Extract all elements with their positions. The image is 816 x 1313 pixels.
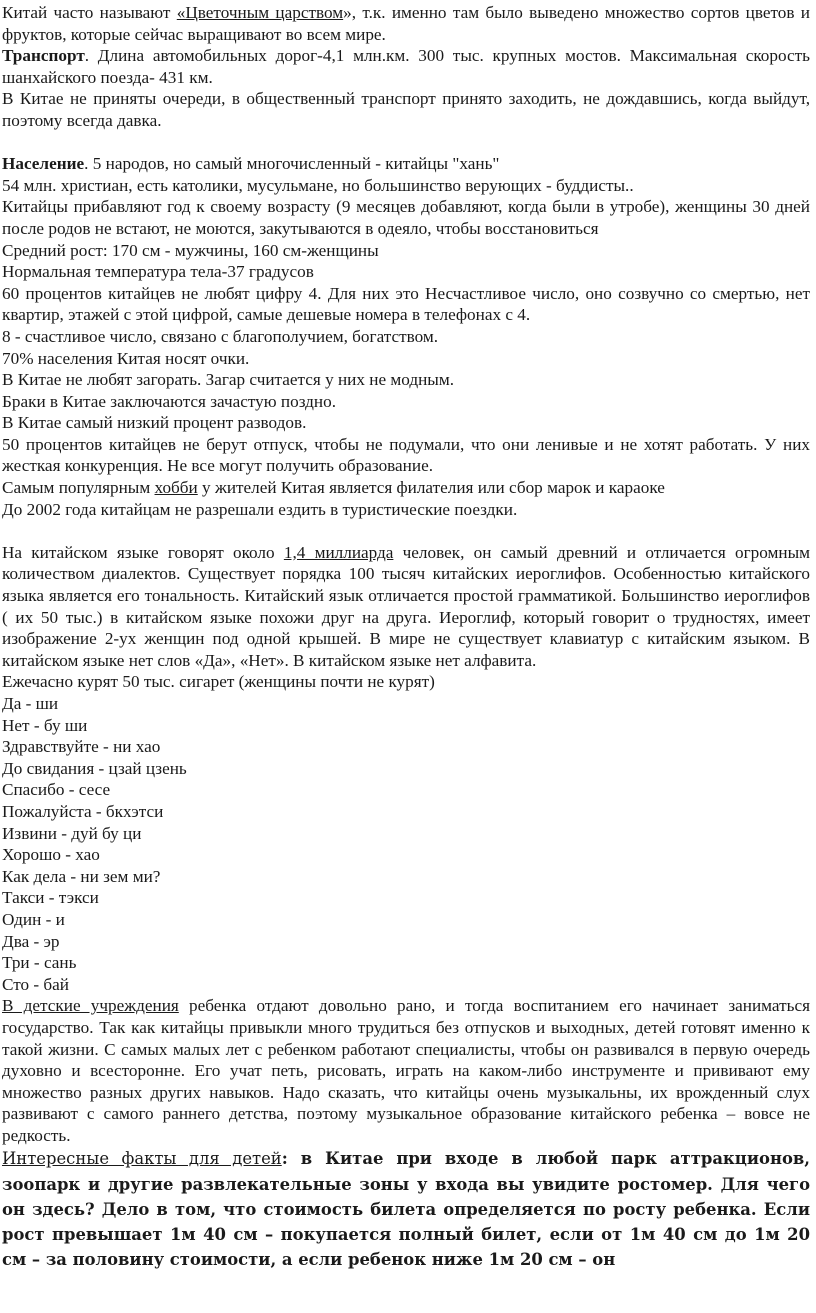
population-line: В Китае самый низкий процент разводов. <box>2 413 307 433</box>
language-text-rest: человек, он самый древний и отличается огромным количеством диалектов. Существует порядка 100 тысяч китайских иероглифов. Особенностью китайского языка является его тональность. Китайский язык отличается простой грамматикой. Большинство иероглифов ( их 50 тыс.) в китайском языке похожи друг на друга. Иероглиф, который говорит о трудностях, имеет изображение 2-ух женщин под одной крышей. В мире не существует клавиатур с китайским языком. В китайском языке нет слов «Да», «Нет». В китайском языке нет алфавита. <box>2 542 811 670</box>
phrase-item: Один - и <box>2 909 65 929</box>
intro-text-rest: », т.к. именно там было выведено множество сортов цветов и фруктов, которые сейчас выращивают во всем мире. <box>2 3 810 44</box>
population-text: . 5 народов, но самый многочисленный - китайцы "хань" <box>84 154 500 174</box>
phrase-item: Извини - дуй бу ци <box>2 823 142 843</box>
flower-kingdom-link[interactable]: «Цветочным царством <box>176 3 344 22</box>
phrase-item: Как дела - ни зем ми? <box>2 866 161 886</box>
hobby-link[interactable]: хобби <box>154 478 198 498</box>
billion-link[interactable]: 1,4 миллиарда <box>283 542 394 562</box>
population-line: 54 млн. христиан, есть католики, мусульмане, но большинство верующих - буддисты.. <box>2 175 634 195</box>
population-line: В Китае не любят загорать. Загар считается у них не модным. <box>2 370 455 390</box>
population-line: Китайцы прибавляют год к своему возрасту (9 месяцев добавляют, когда были в утробе), женщины 30 дней после родов не встают, не моются, закутываются в одеяло, чтобы восстановиться <box>2 197 810 238</box>
phrase-item: Да - ши <box>2 694 59 713</box>
population-line: Браки в Китае заключаются зачастую поздно. <box>2 391 337 411</box>
language-text: На китайском языке говорят около <box>2 542 284 562</box>
population-line: Нормальная температура тела-37 градусов <box>2 262 314 282</box>
hobby-text-rest: у жителей Китая является филателия или сбор марок и караоке <box>197 478 665 498</box>
phrase-item: Пожалуйста - бкхэтси <box>2 801 164 821</box>
phrase-item: Нет - бу ши <box>2 715 88 735</box>
hobby-paragraph <box>2 477 810 499</box>
phrase-item: До свидания - цзай цзень <box>2 758 187 778</box>
intro-text: Китай часто называют <box>2 3 177 22</box>
phrase-item: Три - сань <box>2 953 77 973</box>
children-paragraph <box>2 995 810 1146</box>
transport-heading: Транспорт <box>2 46 85 66</box>
population-heading: Население <box>2 154 85 174</box>
queues-paragraph: В Китае не приняты очереди, в общественный транспорт принято заходить, не дождавшись, когда выйдут, поэтому всегда давка. <box>2 89 810 130</box>
spacer <box>2 520 810 542</box>
kids-facts-text: : в Китае при входе в любой парк аттракционов, зоопарк и другие развлекательные зоны у входа вы увидите ростомер. Для чего он здесь? Дело в том, что стоимость билета определяется по росту ребенка. Если рост превышает 1м 40 см – покупается полный билет, если от 1м 40 см до 1м 20 см – за половину стоимости, а если ребенок ниже 1м 20 см – он <box>2 1149 810 1270</box>
hobby-text: Самым популярным <box>2 478 155 498</box>
travel-paragraph: До 2002 года китайцам не разрешали ездить в туристические поездки. <box>2 499 518 519</box>
kids-facts-paragraph <box>2 1146 810 1272</box>
language-paragraph <box>2 542 810 672</box>
population-line: 70% населения Китая носят очки. <box>2 348 250 368</box>
transport-text: . Длина автомобильных дорог-4,1 млн.км. 300 тыс. крупных мостов. Максимальная скорость шанхайского поезда- 431 км. <box>2 46 810 87</box>
phrase-item: Здравствуйте - ни хао <box>2 737 161 757</box>
phrase-item: Хорошо - хао <box>2 845 100 865</box>
transport-paragraph <box>2 45 810 88</box>
phrase-item: Такси - тэкси <box>2 888 99 908</box>
spacer <box>2 132 810 154</box>
phrase-item: Два - эр <box>2 931 60 951</box>
population-line: 50 процентов китайцев не берут отпуск, чтобы не подумали, что они ленивые и не хотят работать. У них жесткая конкуренция. Не все могут получить образование. <box>2 434 810 476</box>
intro-paragraph <box>2 2 810 45</box>
population-line: Средний рост: 170 см - мужчины, 160 см-женщины <box>2 240 379 260</box>
population-line: 60 процентов китайцев не любят цифру 4. Для них это Несчастливое число, оно созвучно со смертью, нет квартир, этажей с этой цифрой, самые дешевые номера в телефонах с 4. <box>2 283 810 325</box>
kids-facts-link[interactable]: Интересные факты для детей <box>2 1149 282 1169</box>
population-line: 8 - счастливое число, связано с благополучием, богатством. <box>2 326 439 346</box>
children-institutions-link[interactable]: В детские учреждения <box>2 996 179 1016</box>
smoking-paragraph: Ежечасно курят 50 тыс. сигарет (женщины почти не курят) <box>2 672 435 692</box>
population-paragraph <box>2 153 810 175</box>
phrase-item: Спасибо - сесе <box>2 780 111 800</box>
children-text: ребенка отдают довольно рано, и тогда воспитанием его начинает заниматься государство. Так как китайцы привыкли много трудиться без отпусков и выходных, детей готовят именно к такой жизни. С самых малых лет с ребенком работают специалисты, чтобы он развивался в первую очередь духовно и всесторонне. Его учат петь, рисовать, играть на каком-либо инструменте и прививают ему множество разных других навыков. Надо сказать, что китайцы очень музыкальны, их врожденный слух развивают с самого раннего детства, поэтому музыкальное образование китайского ребенка – вовсе не редкость. <box>2 996 810 1145</box>
phrase-item: Сто - бай <box>2 974 70 994</box>
